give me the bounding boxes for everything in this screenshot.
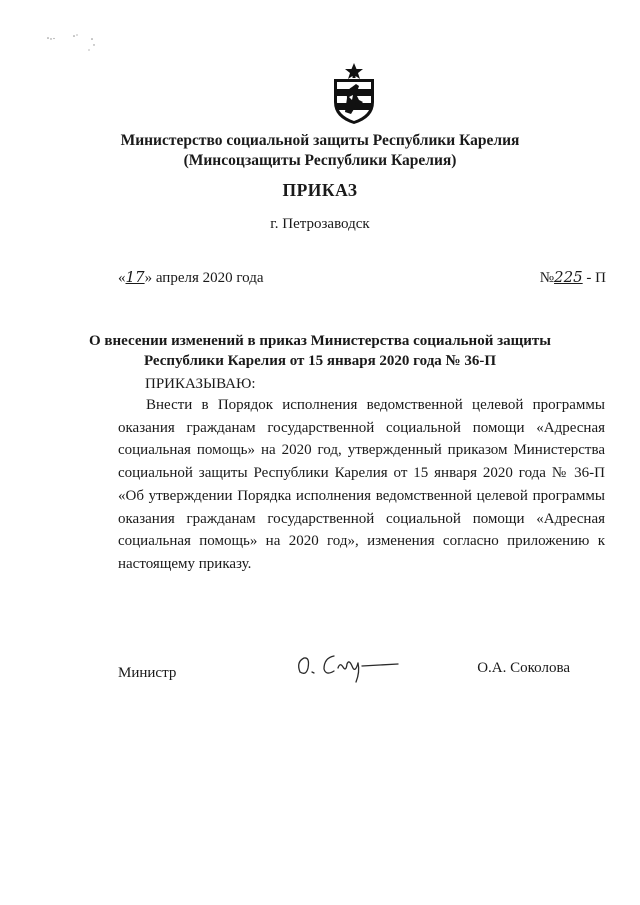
karelia-coat-of-arms-icon: [329, 62, 379, 126]
number-suffix: - П: [582, 270, 606, 286]
date-day-handwritten: 17: [125, 268, 145, 286]
order-subject: [0, 331, 640, 371]
order-date: [118, 268, 264, 287]
number-value-handwritten: 225: [554, 268, 583, 286]
number-prefix: №: [539, 270, 555, 286]
ministry-heading: [0, 131, 640, 171]
directive-heading: ПРИКАЗЫВАЮ:: [145, 376, 256, 392]
handwritten-signature: [290, 642, 410, 686]
signer-name: О.А. Соколова: [477, 660, 570, 676]
order-body-paragraph: Внести в Порядок исполнения ведомственной целевой программы оказания гражданам государственной социальной помощи «Адресная социальная помощь» на 2020 год, утвержденный приказом Министерства социальной защиты Республики Карелия от 15 января 2020 года № 36-П «Об утверждении Порядка исполнения ведомственной целевой программы оказания гражданам государственной социальной помощи «Адресная социальная помощь» на 2020 год», изменения согласно приложению к настоящему приказу.: [118, 397, 605, 572]
scan-artifact-marks: [44, 30, 114, 60]
date-rest: » апреля 2020 года: [144, 270, 264, 286]
ministry-name: Министерство социальной защиты Республики Карелия: [120, 132, 520, 149]
subject-line-1: О внесении изменений в приказ Министерства социальной защиты: [88, 333, 552, 349]
order-number: [540, 268, 606, 287]
document-type-title: ПРИКАЗ: [282, 180, 358, 200]
subject-line-2: Республики Карелия от 15 января 2020 года № 36-П: [143, 353, 497, 369]
date-open-quote: «: [118, 270, 126, 286]
city-line: г. Петрозаводск: [270, 216, 370, 232]
signer-position: Министр: [118, 665, 177, 681]
ministry-short-name: (Минсоцзащиты Республики Карелия): [183, 152, 457, 169]
